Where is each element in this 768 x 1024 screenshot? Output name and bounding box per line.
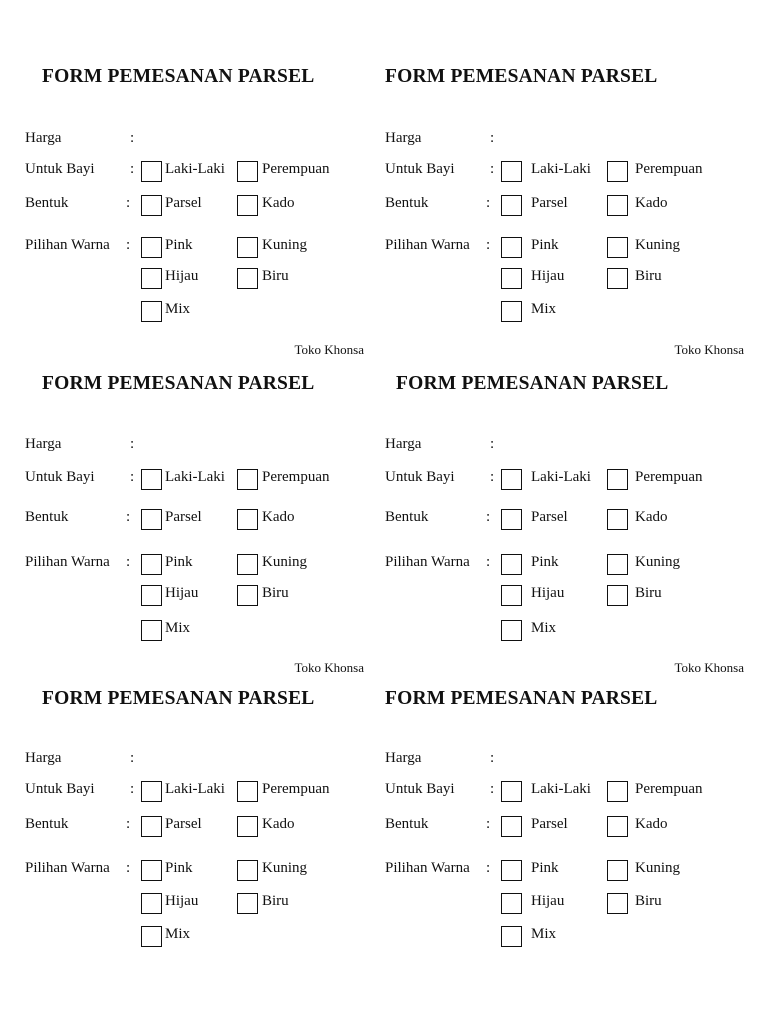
pilihan-warna-label: Pilihan Warna: [25, 554, 110, 570]
untuk-bayi-label: Untuk Bayi: [385, 161, 455, 177]
mix-checkbox[interactable]: [141, 301, 162, 322]
biru-label: Biru: [262, 893, 289, 909]
form-title: FORM PEMESANAN PARSEL: [396, 373, 669, 394]
mix-checkbox[interactable]: [501, 926, 522, 947]
form-title: FORM PEMESANAN PARSEL: [42, 373, 315, 394]
laki-laki-label: Laki-Laki: [531, 161, 591, 177]
laki-laki-checkbox[interactable]: [501, 161, 522, 182]
parsel-checkbox[interactable]: [501, 195, 522, 216]
mix-checkbox[interactable]: [141, 620, 162, 641]
kuning-label: Kuning: [262, 237, 307, 253]
store-name: Toko Khonsa: [674, 342, 744, 357]
bentuk-label: Bentuk: [385, 816, 429, 832]
laki-laki-checkbox[interactable]: [141, 161, 162, 182]
biru-checkbox[interactable]: [237, 585, 258, 606]
colon: :: [490, 130, 495, 146]
colon: :: [490, 781, 495, 797]
laki-laki-checkbox[interactable]: [501, 781, 522, 802]
hijau-checkbox[interactable]: [141, 585, 162, 606]
laki-laki-label: Laki-Laki: [165, 781, 225, 797]
pink-checkbox[interactable]: [501, 554, 522, 575]
mix-label: Mix: [165, 926, 191, 942]
mix-checkbox[interactable]: [501, 620, 522, 641]
kado-label: Kado: [635, 509, 668, 525]
colon: :: [126, 816, 131, 832]
pilihan-warna-label: Pilihan Warna: [25, 237, 110, 253]
store-name: Toko Khonsa: [674, 660, 744, 675]
colon: :: [486, 237, 491, 253]
kuning-checkbox[interactable]: [237, 860, 258, 881]
hijau-label: Hijau: [165, 268, 199, 284]
store-name: Toko Khonsa: [294, 342, 364, 357]
laki-laki-label: Laki-Laki: [531, 781, 591, 797]
form-title: FORM PEMESANAN PARSEL: [42, 66, 315, 87]
form-title: FORM PEMESANAN PARSEL: [42, 688, 315, 709]
untuk-bayi-label: Untuk Bayi: [25, 781, 95, 797]
bentuk-label: Bentuk: [385, 195, 429, 211]
colon: :: [490, 436, 495, 452]
kuning-label: Kuning: [635, 237, 680, 253]
kuning-checkbox[interactable]: [237, 237, 258, 258]
form-title: FORM PEMESANAN PARSEL: [385, 688, 658, 709]
colon: :: [130, 130, 135, 146]
hijau-checkbox[interactable]: [141, 268, 162, 289]
parsel-checkbox[interactable]: [501, 816, 522, 837]
perempuan-checkbox[interactable]: [237, 161, 258, 182]
pink-label: Pink: [165, 554, 193, 570]
parsel-checkbox[interactable]: [141, 509, 162, 530]
biru-label: Biru: [635, 893, 662, 909]
kuning-label: Kuning: [262, 860, 307, 876]
harga-label: Harga: [25, 750, 62, 766]
pink-checkbox[interactable]: [141, 860, 162, 881]
kado-checkbox[interactable]: [607, 816, 628, 837]
colon: :: [490, 161, 495, 177]
colon: :: [126, 860, 131, 876]
bentuk-label: Bentuk: [25, 816, 69, 832]
laki-laki-label: Laki-Laki: [165, 161, 225, 177]
parsel-label: Parsel: [165, 816, 202, 832]
perempuan-label: Perempuan: [635, 161, 703, 177]
colon: :: [126, 509, 131, 525]
pink-label: Pink: [165, 860, 193, 876]
biru-label: Biru: [262, 585, 289, 601]
kuning-label: Kuning: [635, 860, 680, 876]
perempuan-label: Perempuan: [262, 161, 330, 177]
colon: :: [490, 469, 495, 485]
kuning-label: Kuning: [635, 554, 680, 570]
perempuan-checkbox[interactable]: [607, 161, 628, 182]
untuk-bayi-label: Untuk Bayi: [25, 161, 95, 177]
harga-label: Harga: [385, 436, 422, 452]
hijau-label: Hijau: [531, 585, 565, 601]
pilihan-warna-label: Pilihan Warna: [385, 554, 470, 570]
colon: :: [126, 237, 131, 253]
laki-laki-label: Laki-Laki: [165, 469, 225, 485]
form-title: FORM PEMESANAN PARSEL: [385, 66, 658, 87]
pink-checkbox[interactable]: [141, 554, 162, 575]
perempuan-checkbox[interactable]: [607, 781, 628, 802]
mix-label: Mix: [531, 926, 557, 942]
perempuan-label: Perempuan: [262, 781, 330, 797]
biru-checkbox[interactable]: [607, 893, 628, 914]
parsel-checkbox[interactable]: [141, 816, 162, 837]
perempuan-checkbox[interactable]: [237, 469, 258, 490]
colon: :: [130, 436, 135, 452]
biru-checkbox[interactable]: [237, 893, 258, 914]
perempuan-checkbox[interactable]: [237, 781, 258, 802]
perempuan-label: Perempuan: [635, 781, 703, 797]
laki-laki-checkbox[interactable]: [141, 469, 162, 490]
biru-checkbox[interactable]: [607, 585, 628, 606]
mix-label: Mix: [165, 301, 191, 317]
hijau-checkbox[interactable]: [501, 893, 522, 914]
kuning-checkbox[interactable]: [607, 554, 628, 575]
parsel-checkbox[interactable]: [501, 509, 522, 530]
colon: :: [486, 860, 491, 876]
pilihan-warna-label: Pilihan Warna: [385, 237, 470, 253]
parsel-label: Parsel: [531, 816, 568, 832]
pink-checkbox[interactable]: [501, 860, 522, 881]
colon: :: [126, 195, 131, 211]
parsel-label: Parsel: [531, 195, 568, 211]
bentuk-label: Bentuk: [385, 509, 429, 525]
colon: :: [130, 750, 135, 766]
parsel-checkbox[interactable]: [141, 195, 162, 216]
parsel-label: Parsel: [165, 195, 202, 211]
pink-label: Pink: [165, 237, 193, 253]
pilihan-warna-label: Pilihan Warna: [385, 860, 470, 876]
colon: :: [490, 750, 495, 766]
hijau-label: Hijau: [531, 268, 565, 284]
hijau-checkbox[interactable]: [141, 893, 162, 914]
kado-label: Kado: [262, 509, 295, 525]
biru-checkbox[interactable]: [607, 268, 628, 289]
untuk-bayi-label: Untuk Bayi: [385, 781, 455, 797]
mix-label: Mix: [531, 620, 557, 636]
mix-checkbox[interactable]: [501, 301, 522, 322]
harga-label: Harga: [25, 130, 62, 146]
biru-checkbox[interactable]: [237, 268, 258, 289]
perempuan-checkbox[interactable]: [607, 469, 628, 490]
kado-label: Kado: [635, 816, 668, 832]
mix-checkbox[interactable]: [141, 926, 162, 947]
harga-label: Harga: [385, 750, 422, 766]
kado-checkbox[interactable]: [607, 509, 628, 530]
bentuk-label: Bentuk: [25, 509, 69, 525]
colon: :: [486, 554, 491, 570]
kuning-checkbox[interactable]: [607, 860, 628, 881]
kado-checkbox[interactable]: [237, 816, 258, 837]
colon: :: [486, 509, 491, 525]
colon: :: [486, 816, 491, 832]
harga-label: Harga: [25, 436, 62, 452]
mix-label: Mix: [531, 301, 557, 317]
colon: :: [486, 195, 491, 211]
pilihan-warna-label: Pilihan Warna: [25, 860, 110, 876]
hijau-checkbox[interactable]: [501, 585, 522, 606]
kado-label: Kado: [262, 816, 295, 832]
perempuan-label: Perempuan: [262, 469, 330, 485]
kuning-label: Kuning: [262, 554, 307, 570]
laki-laki-checkbox[interactable]: [141, 781, 162, 802]
colon: :: [126, 554, 131, 570]
kado-checkbox[interactable]: [237, 509, 258, 530]
biru-label: Biru: [262, 268, 289, 284]
perempuan-label: Perempuan: [635, 469, 703, 485]
untuk-bayi-label: Untuk Bayi: [385, 469, 455, 485]
pink-label: Pink: [531, 237, 559, 253]
laki-laki-checkbox[interactable]: [501, 469, 522, 490]
kado-label: Kado: [262, 195, 295, 211]
colon: :: [130, 781, 135, 797]
untuk-bayi-label: Untuk Bayi: [25, 469, 95, 485]
hijau-label: Hijau: [165, 585, 199, 601]
kado-label: Kado: [635, 195, 668, 211]
laki-laki-label: Laki-Laki: [531, 469, 591, 485]
bentuk-label: Bentuk: [25, 195, 69, 211]
pink-checkbox[interactable]: [141, 237, 162, 258]
biru-label: Biru: [635, 268, 662, 284]
parsel-label: Parsel: [531, 509, 568, 525]
store-name: Toko Khonsa: [294, 660, 364, 675]
pink-checkbox[interactable]: [501, 237, 522, 258]
parsel-label: Parsel: [165, 509, 202, 525]
hijau-label: Hijau: [531, 893, 565, 909]
pink-label: Pink: [531, 554, 559, 570]
colon: :: [130, 469, 135, 485]
kuning-checkbox[interactable]: [607, 237, 628, 258]
colon: :: [130, 161, 135, 177]
hijau-checkbox[interactable]: [501, 268, 522, 289]
kuning-checkbox[interactable]: [237, 554, 258, 575]
mix-label: Mix: [165, 620, 191, 636]
biru-label: Biru: [635, 585, 662, 601]
harga-label: Harga: [385, 130, 422, 146]
hijau-label: Hijau: [165, 893, 199, 909]
pink-label: Pink: [531, 860, 559, 876]
kado-checkbox[interactable]: [237, 195, 258, 216]
kado-checkbox[interactable]: [607, 195, 628, 216]
